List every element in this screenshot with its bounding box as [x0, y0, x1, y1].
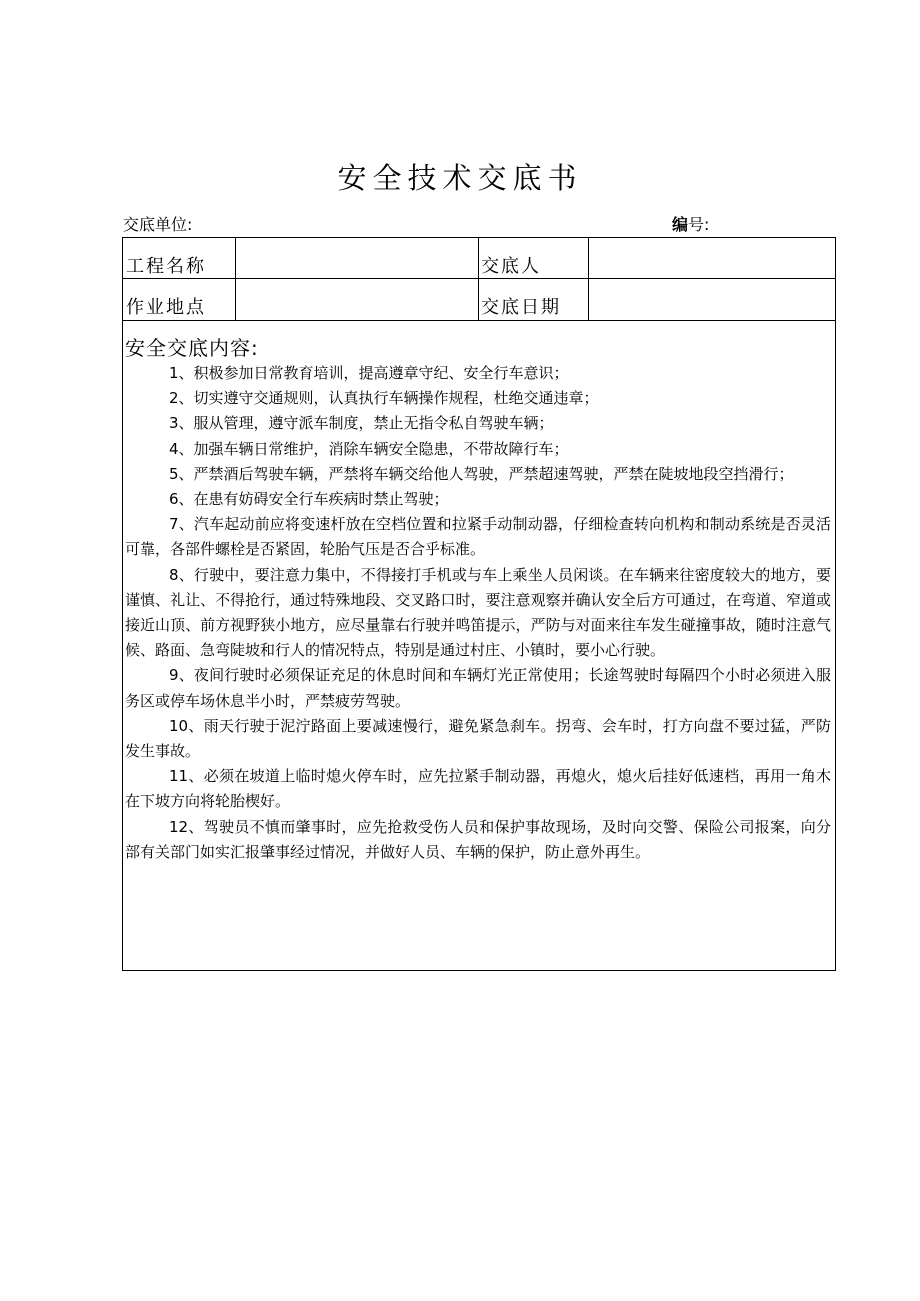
document-number-label-bold: 编	[672, 215, 689, 234]
briefing-item: 11、必须在坡道上临时熄火停车时，应先拉紧手制动器，再熄火，熄火后挂好低速档，再用一角木在下坡方向将轮胎楔好。	[125, 767, 831, 811]
briefing-unit-label: 交底单位:	[123, 215, 193, 234]
work-location-label: 作业地点	[126, 297, 206, 318]
briefing-item: 7、汽车起动前应将变速杆放在空档位置和拉紧手动制动器，仔细检查转向机构和制动系统是否灵活可靠，各部件螺栓是否紧固，轮胎气压是否合乎标准。	[125, 515, 831, 559]
briefing-item: 5、严禁酒后驾驶车辆，严禁将车辆交给他人驾驶，严禁超速驾驶，严禁在陡坡地段空挡滑行；	[169, 464, 794, 483]
briefing-form	[122, 237, 836, 971]
briefing-item: 2、切实遵守交通规则，认真执行车辆操作规程，杜绝交通违章；	[169, 389, 599, 408]
brief-date-label: 交底日期	[481, 297, 561, 318]
document-number-label	[672, 214, 709, 236]
column-divider	[235, 238, 236, 320]
briefing-item: 10、雨天行驶于泥泞路面上要减速慢行，避免紧急刹车。拐弯、会车时，打方向盘不要过猛，严防发生事故。	[125, 716, 831, 761]
briefer-label: 交底人	[481, 256, 541, 277]
briefing-item: 1、积极参加日常教育培训，提高遵章守纪、安全行车意识；	[169, 364, 569, 382]
document-title: 安全技术交底书	[337, 161, 583, 195]
briefing-item: 3、服从管理，遵守派车制度，禁止无指令私自驾驶车辆；	[169, 414, 554, 433]
briefing-item: 12、驾驶员不慎而肇事时，应先抢救受伤人员和保护事故现场，及时向交警、保险公司报案，向分部有关部门如实汇报肇事经过情况，并做好人员、车辆的保护，防止意外再生。	[125, 817, 831, 861]
briefing-content-heading: 安全交底内容:	[125, 336, 259, 360]
document-number-label-rest: 号:	[688, 215, 710, 234]
column-divider	[478, 238, 479, 320]
briefing-items	[125, 361, 831, 865]
header-bottom-divider	[123, 320, 835, 321]
row-divider	[123, 278, 835, 279]
briefing-item: 9、夜间行驶时必须保证充足的休息时间和车辆灯光正常使用；长途驾驶时每隔四个小时必须进入服务区或停车场休息半小时，严禁疲劳驾驶。	[125, 666, 831, 710]
project-name-label: 工程名称	[126, 256, 206, 277]
briefing-item: 6、在患有妨碍安全行车疾病时禁止驾驶；	[169, 490, 449, 509]
column-divider	[588, 238, 589, 320]
briefing-item: 8、行驶中，要注意力集中，不得接打手机或与车上乘坐人员闲谈。在车辆来往密度较大的地方，要谨慎、礼让、不得抢行，通过特殊地段、交叉路口时，要注意观察并确认安全后方可通过，在弯道、窄道或接近山顶、前方视野狭小地方，应尽量靠右行驶并鸣笛提示，严防与对面来往车发生碰撞事故，随时注意气候、路面、急弯陡坡和行人的情况特点，特别是通过村庄、小镇时，要小心行驶。	[125, 565, 831, 660]
briefing-item: 4、加强车辆日常维护，消除车辆安全隐患，不带故障行车；	[169, 439, 569, 458]
